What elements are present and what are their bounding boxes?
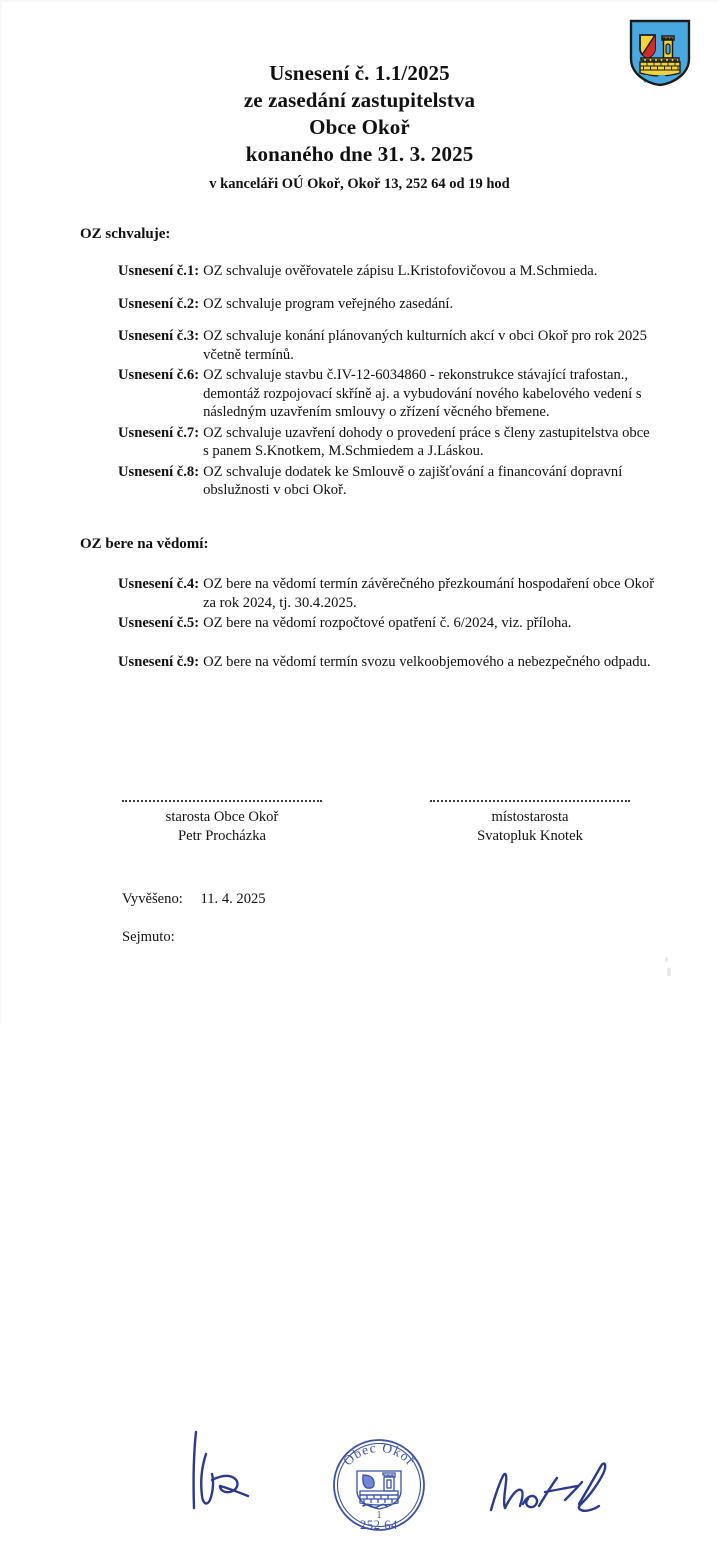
- resolution-text: OZ schvaluje program veřejného zasedání.: [203, 295, 454, 312]
- header-line-2: ze zasedání zastupitelstva: [243, 88, 476, 112]
- header-line-1: Usnesení č. 1.1/2025: [269, 61, 450, 85]
- resolution-label: Usnesení č.9:: [118, 653, 200, 670]
- resolution-text: OZ schvaluje ověřovatele zápisu L.Kristofovičovou a M.Schmieda.: [203, 263, 598, 279]
- posted-row: [122, 890, 266, 909]
- svg-text:1: 1: [376, 1510, 382, 1521]
- resolution-text: OZ bere na vědomí termín svozu velkoobjemového a nebezpečného odpadu.: [203, 653, 651, 670]
- resolution-label: Usnesení č.3:: [118, 328, 200, 344]
- resolution-item: [118, 262, 658, 281]
- signature-role: místostarosta: [491, 809, 569, 825]
- resolution-label: Usnesení č.1:: [118, 263, 200, 279]
- resolution-item: [118, 424, 658, 461]
- resolution-item: [118, 366, 658, 422]
- resolution-label: Usnesení č.5:: [118, 615, 200, 631]
- resolution-item: [118, 327, 658, 364]
- resolution-item: [118, 575, 658, 612]
- signature-mistostarosta: [487, 1464, 612, 1520]
- resolution-label: Usnesení č.2:: [118, 295, 200, 312]
- header-line-3: Obce Okoř: [309, 115, 410, 139]
- resolution-item: [118, 463, 658, 500]
- posted-label: Vyvěšeno:: [122, 891, 183, 907]
- signature-line: [122, 800, 322, 802]
- scan-edge-top: [0, 0, 719, 3]
- resolution-label: Usnesení č.6:: [118, 367, 200, 383]
- resolution-text: OZ schvaluje dodatek ke Smlouvě o zajišťování a financování dopravní obslužnosti v obci Okoř.: [203, 463, 623, 498]
- document-header: [0, 60, 719, 194]
- section-title-approve: OZ schvaluje:: [80, 226, 171, 242]
- resolution-label: Usnesení č.7:: [118, 424, 200, 441]
- scan-artifact-speck: [667, 968, 671, 976]
- header-line-4: konaného dne 31. 3. 2025: [245, 142, 474, 166]
- resolution-text: OZ schvaluje konání plánovaných kulturních akcí v obci Okoř pro rok 2025 včetně termínů.: [203, 328, 647, 363]
- removed-row: [122, 928, 266, 947]
- posted-date: 11. 4. 2025: [200, 891, 266, 907]
- document-footer: [122, 890, 266, 966]
- signature-starosta: [176, 1430, 286, 1516]
- resolution-item: [118, 295, 658, 314]
- resolution-text: OZ bere na vědomí rozpočtové opatření č. 6/2024, viz. příloha.: [203, 615, 572, 631]
- signature-role: starosta Obce Okoř: [165, 809, 279, 825]
- svg-text:Obec Okoř: Obec Okoř: [340, 1439, 419, 1469]
- signature-block-mayor: [112, 800, 332, 846]
- resolution-text: OZ schvaluje uzavření dohody o provedení práce s členy zastupitelstva obce s panem S.Knotkem, M.Schmiedem a J.Láskou.: [203, 424, 650, 459]
- resolution-item: [118, 614, 658, 633]
- resolution-text: OZ bere na vědomí termín závěrečného přezkoumání hospodaření obce Okoř za rok 2024, tj. 30.4.2025.: [203, 576, 655, 611]
- header-subline: v kanceláři OÚ Okoř, Okoř 13, 252 64 od 19 hod: [209, 176, 510, 192]
- resolution-text: OZ schvaluje stavbu č.IV-12-6034860 - rekonstrukce stávající trafostan., demontáž rozpojovací skříně aj. a vybudování nového kabelového vedení s následným uzavřením smlouvy o zřízení věcného břemene.: [203, 367, 642, 420]
- resolution-list-approve: [118, 262, 658, 500]
- resolution-list-acknowledge: [118, 575, 658, 671]
- resolution-label: Usnesení č.8:: [118, 463, 200, 480]
- section-title-acknowledge: OZ bere na vědomí:: [80, 536, 209, 552]
- official-stamp: [327, 1433, 431, 1537]
- removed-label: Sejmuto:: [122, 929, 175, 945]
- scan-artifact-speck: [665, 957, 668, 962]
- signature-block-deputy-mayor: [420, 800, 640, 846]
- signature-name: Svatopluk Knotek: [477, 828, 583, 844]
- resolution-label: Usnesení č.4:: [118, 576, 200, 592]
- signature-line: [430, 800, 630, 802]
- svg-text:252 64: 252 64: [360, 1518, 398, 1532]
- signature-name: Petr Procházka: [178, 828, 266, 844]
- resolution-item: [118, 653, 658, 672]
